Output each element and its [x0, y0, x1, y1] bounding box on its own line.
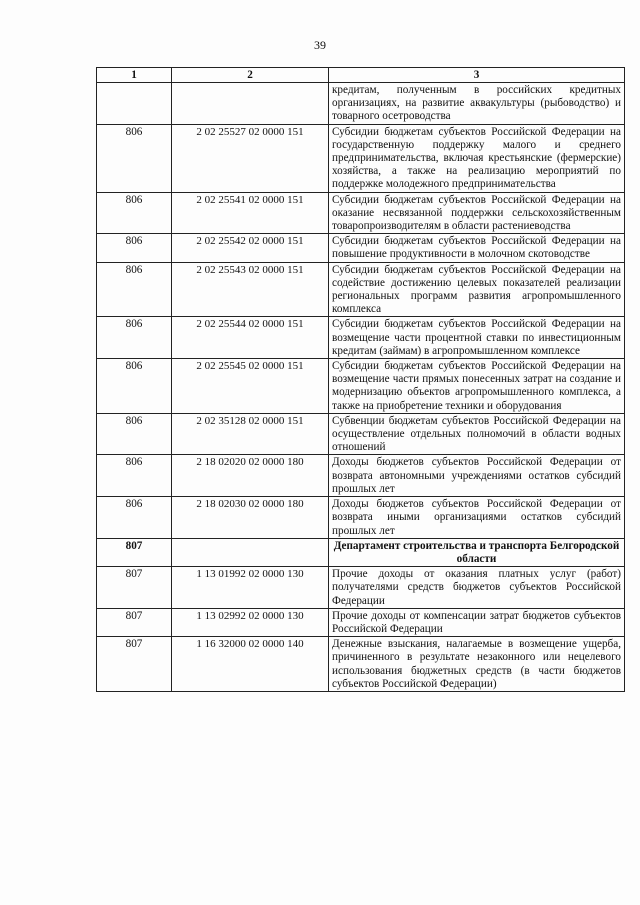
table-row — [97, 497, 625, 539]
table-header-row — [97, 68, 625, 83]
admin-code-cell: 806 — [97, 124, 172, 192]
admin-code-cell: 806 — [97, 234, 172, 262]
description-cell: Денежные взыскания, налагаемые в возмещение ущерба, причиненного в результате незаконного или нецелевого использования бюджетных средств (в части бюджетов субъектов Российской Федерации) — [329, 637, 625, 692]
table-row — [97, 359, 625, 414]
revenue-code-cell: 2 02 25544 02 0000 151 — [172, 317, 329, 359]
revenue-code-cell: 2 02 25543 02 0000 151 — [172, 262, 329, 317]
header-col-1: 1 — [97, 68, 172, 83]
description-cell: Субвенции бюджетам субъектов Российской Федерации на осуществление отдельных полномочий в области водных отношений — [329, 413, 625, 455]
admin-code-cell: 806 — [97, 455, 172, 497]
description-cell: Субсидии бюджетам субъектов Российской Федерации на оказание несвязанной поддержки сельскохозяйственным товаропроизводителям в области растениеводства — [329, 192, 625, 234]
table-row — [97, 83, 625, 125]
revenue-code-cell: 2 18 02020 02 0000 180 — [172, 455, 329, 497]
revenue-code-cell: 1 13 01992 02 0000 130 — [172, 567, 329, 609]
admin-code-cell: 807 — [97, 567, 172, 609]
description-cell: Субсидии бюджетам субъектов Российской Федерации на государственную поддержку малого и среднего предпринимательства, включая крестьянские (фермерские) хозяйства, а также на реализацию мероприятий по поддержке молодежного предпринимательства — [329, 124, 625, 192]
revenue-code-cell: 2 02 25527 02 0000 151 — [172, 124, 329, 192]
table-row — [97, 637, 625, 692]
revenue-code-cell: 2 02 25541 02 0000 151 — [172, 192, 329, 234]
department-name-cell: Департамент строительства и транспорта Белгородской области — [329, 538, 625, 566]
description-cell: Прочие доходы от оказания платных услуг (работ) получателями средств бюджетов субъектов Российской Федерации — [329, 567, 625, 609]
table-row — [97, 455, 625, 497]
revenue-code-cell: 2 02 25542 02 0000 151 — [172, 234, 329, 262]
admin-code-cell: 806 — [97, 192, 172, 234]
table-row — [97, 567, 625, 609]
description-cell: Субсидии бюджетам субъектов Российской Федерации на содействие достижению целевых показателей реализации региональных программ развития агропромышленного комплекса — [329, 262, 625, 317]
budget-codes-table — [96, 67, 625, 692]
admin-code-cell — [97, 83, 172, 125]
table-body — [97, 83, 625, 692]
revenue-code-cell: 2 18 02030 02 0000 180 — [172, 497, 329, 539]
table-row — [97, 413, 625, 455]
description-cell: Субсидии бюджетам субъектов Российской Федерации на повышение продуктивности в молочном скотоводстве — [329, 234, 625, 262]
admin-code-cell: 806 — [97, 262, 172, 317]
description-cell: Субсидии бюджетам субъектов Российской Федерации на возмещение части прямых понесенных затрат на создание и модернизацию объектов агропромышленного комплекса, а также на приобретение техники и оборудования — [329, 359, 625, 414]
revenue-code-cell: 2 02 25545 02 0000 151 — [172, 359, 329, 414]
header-col-2: 2 — [172, 68, 329, 83]
revenue-code-cell — [172, 83, 329, 125]
description-cell: Доходы бюджетов субъектов Российской Федерации от возврата автономными учреждениями остатков субсидий прошлых лет — [329, 455, 625, 497]
description-cell: Прочие доходы от компенсации затрат бюджетов субъектов Российской Федерации — [329, 608, 625, 636]
admin-code-cell: 807 — [97, 637, 172, 692]
page-number: 39 — [314, 38, 326, 52]
description-cell: Субсидии бюджетам субъектов Российской Федерации на возмещение части процентной ставки по инвестиционным кредитам (займам) в агропромышленном комплексе — [329, 317, 625, 359]
description-cell: кредитам, полученным в российских кредитных организациях, на развитие аквакультуры (рыбоводство) и товарного осетроводства — [329, 83, 625, 125]
admin-code-cell: 807 — [97, 538, 172, 566]
admin-code-cell: 806 — [97, 317, 172, 359]
table-row — [97, 317, 625, 359]
revenue-code-cell — [172, 538, 329, 566]
table-row — [97, 608, 625, 636]
admin-code-cell: 807 — [97, 608, 172, 636]
department-row — [97, 538, 625, 566]
table-row — [97, 262, 625, 317]
revenue-code-cell: 2 02 35128 02 0000 151 — [172, 413, 329, 455]
header-col-3: 3 — [329, 68, 625, 83]
revenue-code-cell: 1 13 02992 02 0000 130 — [172, 608, 329, 636]
table-row — [97, 124, 625, 192]
table-row — [97, 192, 625, 234]
revenue-code-cell: 1 16 32000 02 0000 140 — [172, 637, 329, 692]
description-cell: Доходы бюджетов субъектов Российской Федерации от возврата иными организациями остатков субсидий прошлых лет — [329, 497, 625, 539]
admin-code-cell: 806 — [97, 413, 172, 455]
admin-code-cell: 806 — [97, 497, 172, 539]
admin-code-cell: 806 — [97, 359, 172, 414]
table-row — [97, 234, 625, 262]
